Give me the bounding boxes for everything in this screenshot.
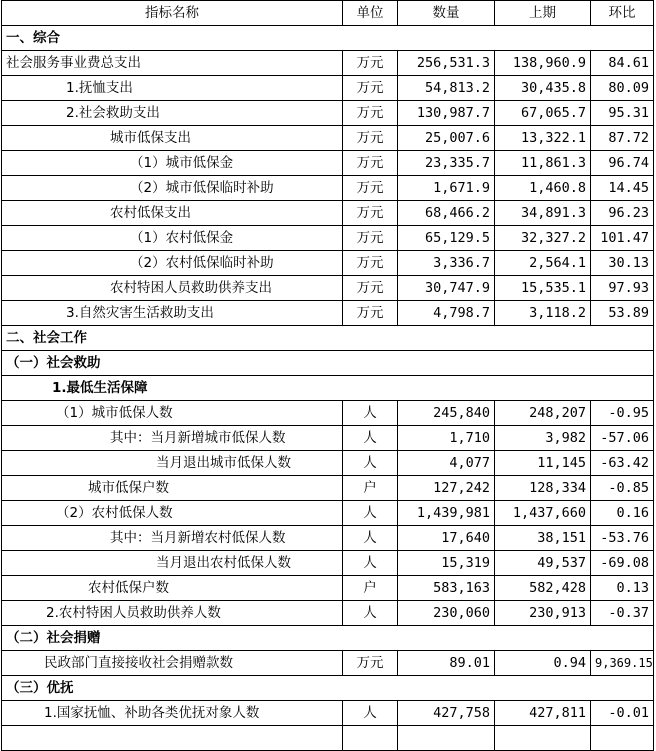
previous-cell: 1,437,660 <box>495 501 591 526</box>
ratio-cell: -63.42 <box>591 451 654 476</box>
quantity-cell: 130,987.7 <box>398 101 495 126</box>
header-unit: 单位 <box>343 1 398 26</box>
indicator-name-cell: 当月退出农村低保人数 <box>2 551 343 576</box>
unit-cell: 万元 <box>343 76 398 101</box>
header-ratio: 环比 <box>591 1 654 26</box>
quantity-cell: 4,798.7 <box>398 301 495 326</box>
section-title: （三）优抚 <box>2 676 654 701</box>
table-row <box>2 101 654 126</box>
ratio-cell <box>591 726 654 751</box>
quantity-cell: 68,466.2 <box>398 201 495 226</box>
previous-cell: 582,428 <box>495 576 591 601</box>
ratio-cell: 96.74 <box>591 151 654 176</box>
ratio-cell: 97.93 <box>591 276 654 301</box>
ratio-cell: 9,369.15 <box>591 651 654 676</box>
ratio-cell: 84.61 <box>591 51 654 76</box>
indicator-name-cell: 1.国家抚恤、补助各类优抚对象人数 <box>2 701 343 726</box>
unit-cell: 万元 <box>343 276 398 301</box>
previous-cell: 138,960.9 <box>495 51 591 76</box>
table-row <box>2 526 654 551</box>
unit-cell: 人 <box>343 501 398 526</box>
quantity-cell: 427,758 <box>398 701 495 726</box>
table-row <box>2 576 654 601</box>
quantity-cell: 3,336.7 <box>398 251 495 276</box>
section-row <box>2 326 654 351</box>
indicator-name-cell: 当月退出城市低保人数 <box>2 451 343 476</box>
ratio-cell: 53.89 <box>591 301 654 326</box>
section-title: 一、综合 <box>2 26 654 51</box>
table-row <box>2 251 654 276</box>
previous-cell <box>495 726 591 751</box>
section-title: （二）社会捐赠 <box>2 626 654 651</box>
quantity-cell: 4,077 <box>398 451 495 476</box>
indicator-name-cell: 1.抚恤支出 <box>2 76 343 101</box>
ratio-cell: 95.31 <box>591 101 654 126</box>
quantity-cell: 1,710 <box>398 426 495 451</box>
header-row <box>2 1 654 26</box>
indicator-name-cell: 民政部门直接接收社会捐赠款数 <box>2 651 343 676</box>
ratio-cell: -69.08 <box>591 551 654 576</box>
section-row <box>2 351 654 376</box>
unit-cell: 万元 <box>343 176 398 201</box>
section-title: 二、社会工作 <box>2 326 654 351</box>
quantity-cell: 230,060 <box>398 601 495 626</box>
quantity-cell: 25,007.6 <box>398 126 495 151</box>
ratio-cell: -53.76 <box>591 526 654 551</box>
unit-cell: 人 <box>343 401 398 426</box>
unit-cell: 万元 <box>343 251 398 276</box>
table-row <box>2 601 654 626</box>
quantity-cell: 1,439,981 <box>398 501 495 526</box>
previous-cell: 13,322.1 <box>495 126 591 151</box>
indicator-name-cell: 其中：当月新增农村低保人数 <box>2 526 343 551</box>
table-row <box>2 551 654 576</box>
ratio-cell: -0.01 <box>591 701 654 726</box>
table-row <box>2 226 654 251</box>
previous-cell: 230,913 <box>495 601 591 626</box>
ratio-cell: 0.13 <box>591 576 654 601</box>
table-body <box>2 26 654 751</box>
table-row <box>2 426 654 451</box>
ratio-cell: 0.16 <box>591 501 654 526</box>
unit-cell: 人 <box>343 526 398 551</box>
unit-cell: 人 <box>343 426 398 451</box>
indicator-name-cell: 农村低保户数 <box>2 576 343 601</box>
previous-cell: 248,207 <box>495 401 591 426</box>
ratio-cell: 87.72 <box>591 126 654 151</box>
ratio-cell: -0.85 <box>591 476 654 501</box>
unit-cell: 人 <box>343 551 398 576</box>
indicator-name-cell: （1）城市低保人数 <box>2 401 343 426</box>
indicator-name-cell: 2.社会救助支出 <box>2 101 343 126</box>
quantity-cell: 17,640 <box>398 526 495 551</box>
indicator-name-cell: 农村低保支出 <box>2 201 343 226</box>
ratio-cell: 96.23 <box>591 201 654 226</box>
indicator-name-cell <box>2 726 343 751</box>
quantity-cell: 89.01 <box>398 651 495 676</box>
previous-cell: 3,118.2 <box>495 301 591 326</box>
previous-cell: 15,535.1 <box>495 276 591 301</box>
section-row <box>2 626 654 651</box>
ratio-cell: 80.09 <box>591 76 654 101</box>
unit-cell: 万元 <box>343 201 398 226</box>
table-row <box>2 501 654 526</box>
statistics-table <box>1 0 654 751</box>
quantity-cell: 127,242 <box>398 476 495 501</box>
unit-cell: 万元 <box>343 226 398 251</box>
table-row <box>2 301 654 326</box>
unit-cell: 人 <box>343 701 398 726</box>
previous-cell: 38,151 <box>495 526 591 551</box>
quantity-cell: 256,531.3 <box>398 51 495 76</box>
previous-cell: 2,564.1 <box>495 251 591 276</box>
previous-cell: 34,891.3 <box>495 201 591 226</box>
indicator-name-cell: 城市低保户数 <box>2 476 343 501</box>
header-previous: 上期 <box>495 1 591 26</box>
header-name: 指标名称 <box>2 1 343 26</box>
unit-cell: 户 <box>343 576 398 601</box>
quantity-cell: 583,163 <box>398 576 495 601</box>
table-row <box>2 201 654 226</box>
quantity-cell: 65,129.5 <box>398 226 495 251</box>
table-row <box>2 651 654 676</box>
indicator-name-cell: 3.自然灾害生活救助支出 <box>2 301 343 326</box>
previous-cell: 427,811 <box>495 701 591 726</box>
table-row <box>2 476 654 501</box>
section-title: 1.最低生活保障 <box>2 376 654 401</box>
table-row <box>2 701 654 726</box>
previous-cell: 32,327.2 <box>495 226 591 251</box>
header-quantity: 数量 <box>398 1 495 26</box>
indicator-name-cell: （2）城市低保临时补助 <box>2 176 343 201</box>
table-row <box>2 76 654 101</box>
unit-cell: 万元 <box>343 151 398 176</box>
indicator-name-cell: 社会服务事业费总支出 <box>2 51 343 76</box>
quantity-cell: 54,813.2 <box>398 76 495 101</box>
indicator-name-cell: （1）城市低保金 <box>2 151 343 176</box>
unit-cell: 万元 <box>343 126 398 151</box>
table-row <box>2 151 654 176</box>
ratio-cell: 101.47 <box>591 226 654 251</box>
unit-cell: 万元 <box>343 301 398 326</box>
unit-cell: 万元 <box>343 651 398 676</box>
indicator-name-cell: 2.农村特困人员救助供养人数 <box>2 601 343 626</box>
indicator-name-cell: 其中：当月新增城市低保人数 <box>2 426 343 451</box>
table-row <box>2 401 654 426</box>
table-row <box>2 126 654 151</box>
quantity-cell: 245,840 <box>398 401 495 426</box>
previous-cell: 128,334 <box>495 476 591 501</box>
indicator-name-cell: （2）农村低保人数 <box>2 501 343 526</box>
ratio-cell: -0.37 <box>591 601 654 626</box>
previous-cell: 0.94 <box>495 651 591 676</box>
indicator-name-cell: 农村特困人员救助供养支出 <box>2 276 343 301</box>
quantity-cell <box>398 726 495 751</box>
ratio-cell: 30.13 <box>591 251 654 276</box>
previous-cell: 11,145 <box>495 451 591 476</box>
previous-cell: 1,460.8 <box>495 176 591 201</box>
previous-cell: 30,435.8 <box>495 76 591 101</box>
table-row <box>2 451 654 476</box>
unit-cell: 人 <box>343 451 398 476</box>
previous-cell: 49,537 <box>495 551 591 576</box>
section-row <box>2 676 654 701</box>
quantity-cell: 1,671.9 <box>398 176 495 201</box>
indicator-name-cell: （1）农村低保金 <box>2 226 343 251</box>
indicator-name-cell: 城市低保支出 <box>2 126 343 151</box>
previous-cell: 67,065.7 <box>495 101 591 126</box>
ratio-cell: -0.95 <box>591 401 654 426</box>
previous-cell: 11,861.3 <box>495 151 591 176</box>
section-title: （一）社会救助 <box>2 351 654 376</box>
unit-cell: 户 <box>343 476 398 501</box>
table-row <box>2 726 654 751</box>
previous-cell: 3,982 <box>495 426 591 451</box>
table-row <box>2 176 654 201</box>
unit-cell <box>343 726 398 751</box>
quantity-cell: 15,319 <box>398 551 495 576</box>
ratio-cell: -57.06 <box>591 426 654 451</box>
quantity-cell: 30,747.9 <box>398 276 495 301</box>
unit-cell: 万元 <box>343 51 398 76</box>
section-row <box>2 26 654 51</box>
unit-cell: 人 <box>343 601 398 626</box>
quantity-cell: 23,335.7 <box>398 151 495 176</box>
table-row <box>2 51 654 76</box>
indicator-name-cell: （2）农村低保临时补助 <box>2 251 343 276</box>
ratio-cell: 14.45 <box>591 176 654 201</box>
unit-cell: 万元 <box>343 101 398 126</box>
table-row <box>2 276 654 301</box>
section-row <box>2 376 654 401</box>
